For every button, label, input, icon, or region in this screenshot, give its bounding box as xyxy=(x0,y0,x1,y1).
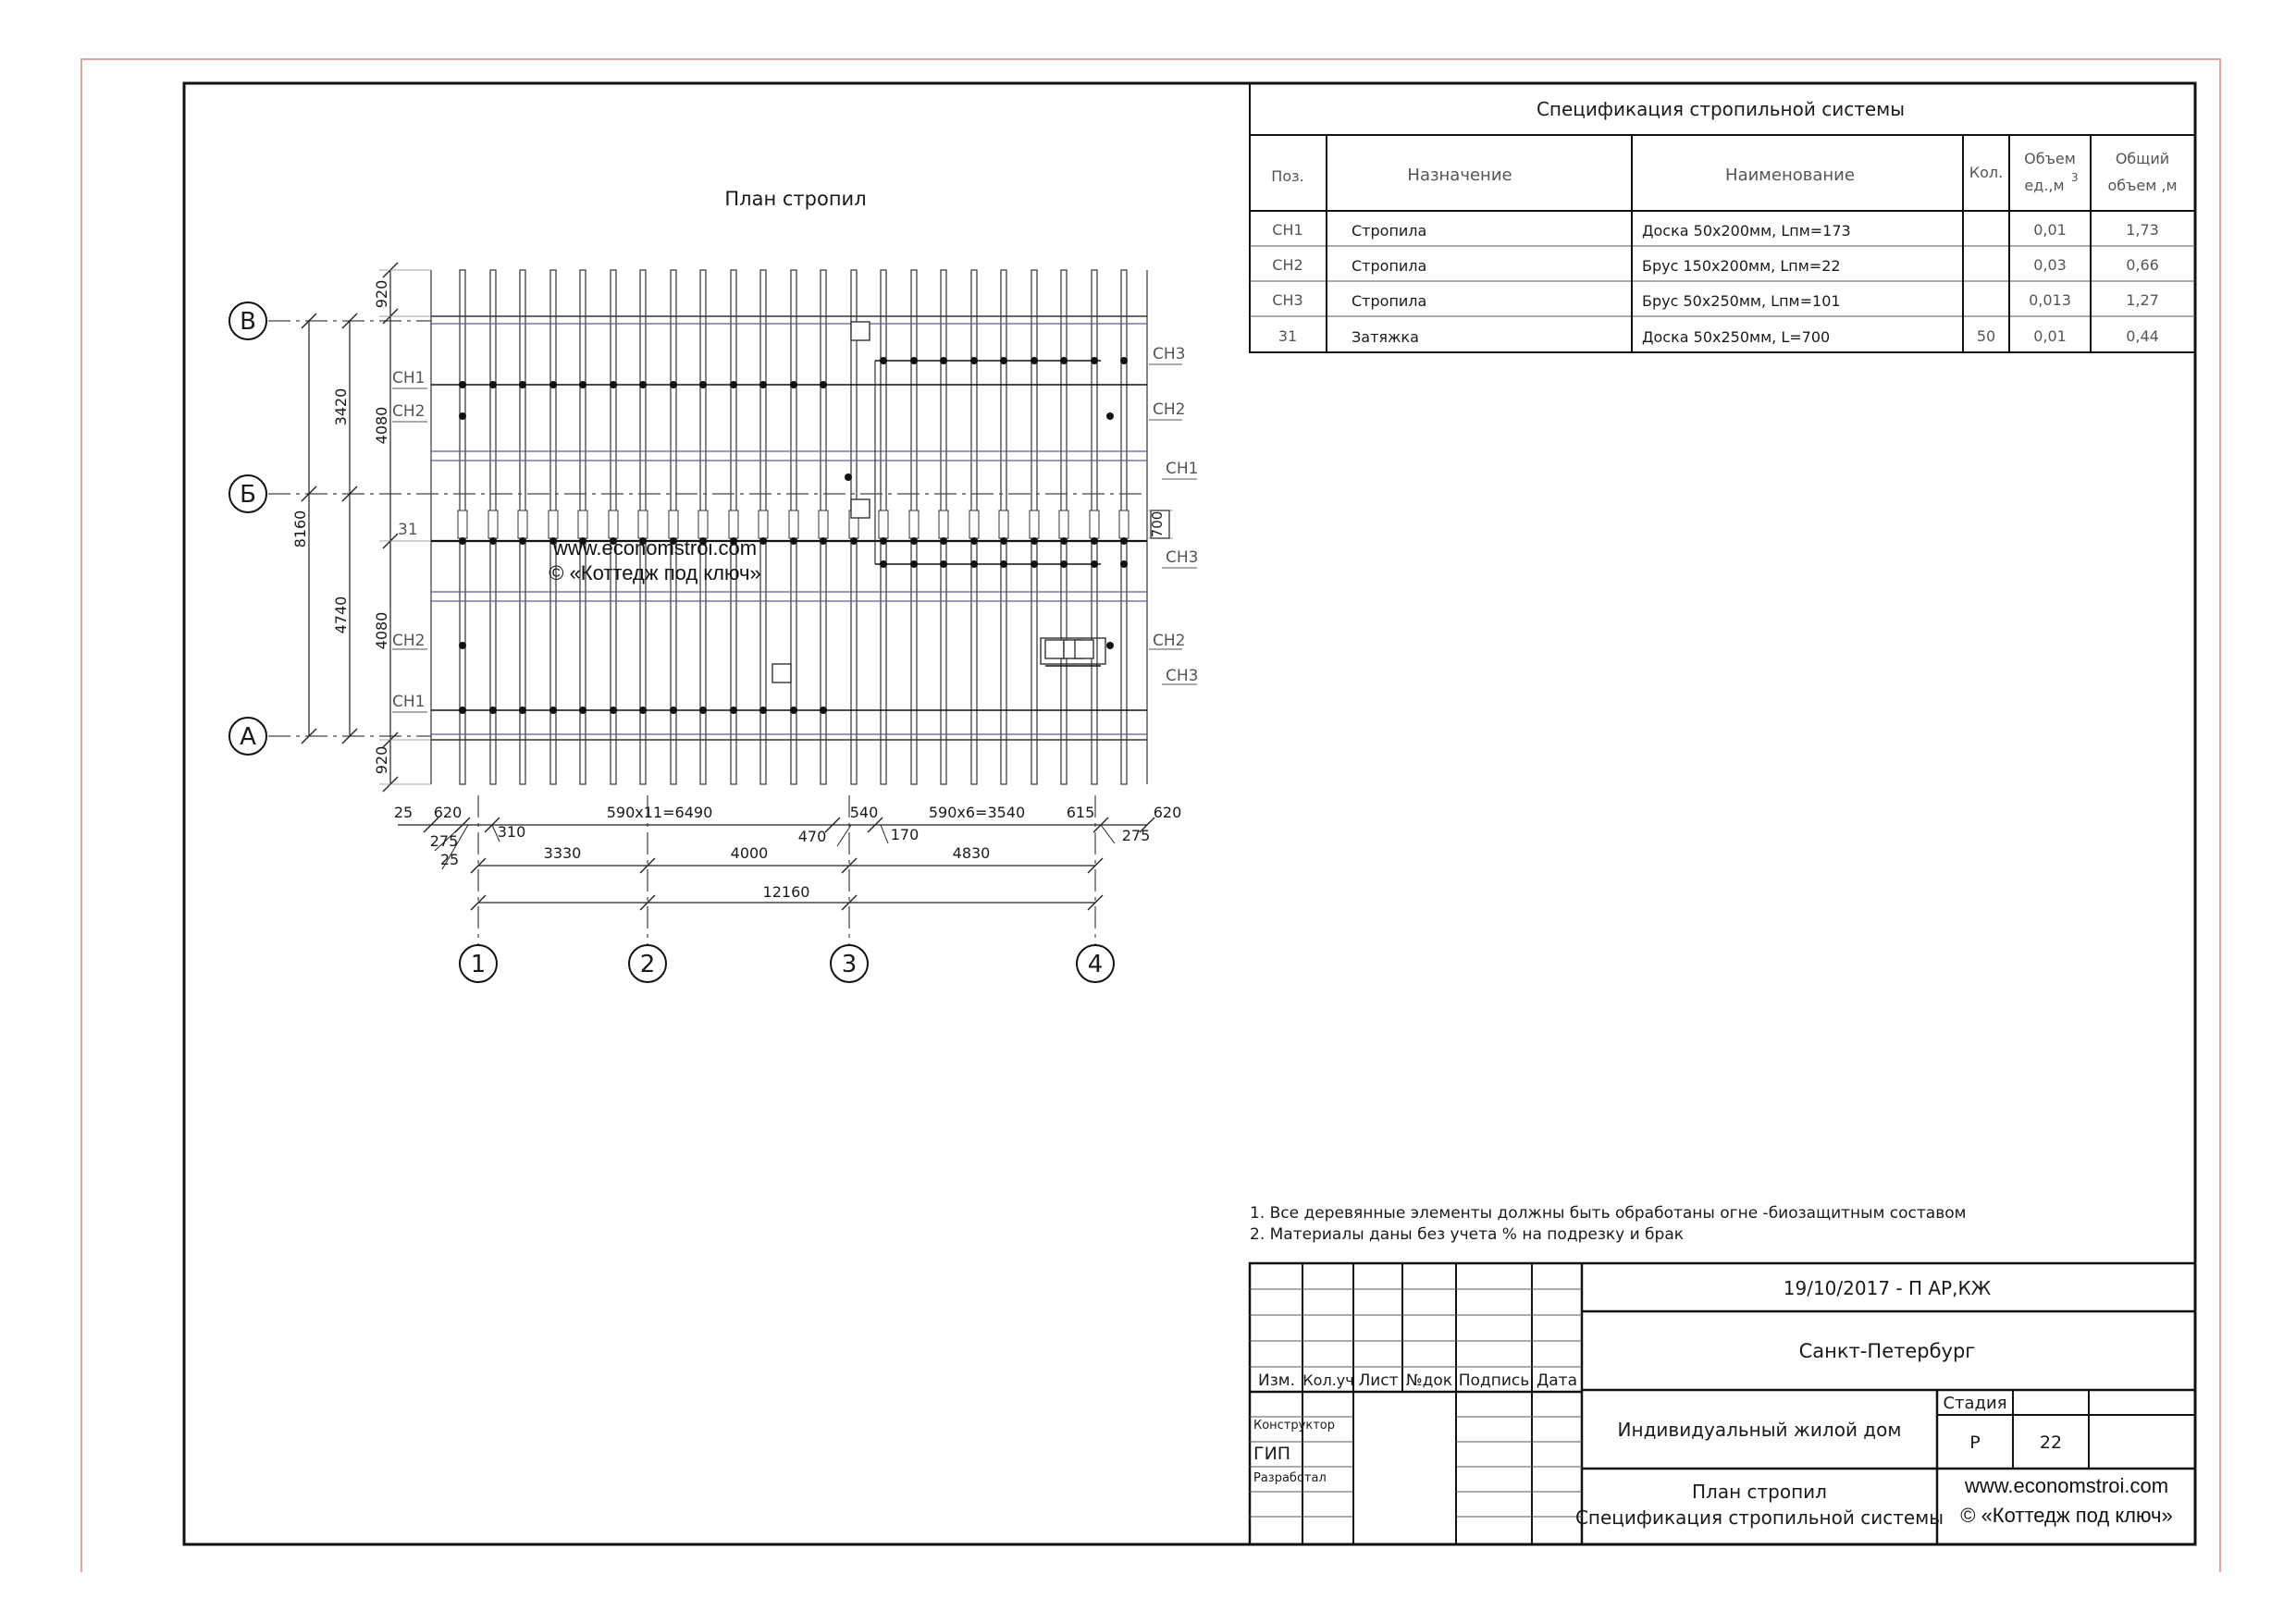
node-dot xyxy=(759,381,767,388)
tie-block xyxy=(759,510,768,538)
spec-cell-qty: 50 xyxy=(1976,327,1996,345)
node-dot xyxy=(489,381,497,388)
label-left-ch1-top: СН1 xyxy=(392,369,426,387)
spec-header-vol-a: Объем xyxy=(2024,150,2076,167)
axis-label-3: 3 xyxy=(841,951,858,978)
node-dot xyxy=(699,381,707,388)
node-dot xyxy=(820,537,827,545)
stamp-role-constructor: Конструктор xyxy=(1253,1419,1335,1432)
node-dot xyxy=(519,707,526,714)
plan-lines xyxy=(268,263,1197,945)
dim-s-275-right: 275 xyxy=(1121,827,1151,844)
tie-block xyxy=(909,510,919,538)
post-icon xyxy=(772,664,791,682)
dim-b1-540: 540 xyxy=(849,804,879,821)
stamp-col-kol: Кол.уч xyxy=(1302,1371,1354,1389)
tie-block xyxy=(789,510,798,538)
leader xyxy=(881,825,888,843)
node-dot xyxy=(880,560,887,568)
spec-cell-vol: 0,013 xyxy=(2029,291,2071,309)
post-icon xyxy=(1045,640,1064,658)
stamp-code: 19/10/2017 - П АР,КЖ xyxy=(1783,1277,1992,1299)
axis-bubble-1 xyxy=(460,945,497,982)
dim-b1-25: 25 xyxy=(393,804,414,821)
stamp-col-podpis: Подпись xyxy=(1458,1371,1530,1390)
axis-bubble-4 xyxy=(1077,945,1114,982)
spec-cell-purpose: Стропила xyxy=(1352,257,1427,275)
spec-cell-pos: СН1 xyxy=(1272,221,1303,239)
node-dot xyxy=(1106,412,1114,420)
spec-cell-vol: 0,01 xyxy=(2033,327,2067,345)
dim-left-inner-4: 920 xyxy=(373,745,390,775)
node-dot xyxy=(1091,537,1098,545)
label-right-ch2-2: СН2 xyxy=(1153,632,1186,650)
node-dot xyxy=(790,707,797,714)
node-dot xyxy=(940,357,947,364)
dim-b1-615: 615 xyxy=(1066,804,1095,821)
node-dot xyxy=(970,560,978,568)
tie-block xyxy=(999,510,1008,538)
tie-block xyxy=(1030,510,1039,538)
stamp-object: Индивидуальный жилой дом xyxy=(1617,1419,1902,1441)
stamp-stage-label: Стадия xyxy=(1943,1394,2007,1413)
dim-left-mid-1: 3420 xyxy=(332,387,350,426)
label-left-ch2-top: СН2 xyxy=(392,402,426,421)
tie-block xyxy=(578,510,587,538)
label-right-ch3-2: СН3 xyxy=(1166,548,1199,567)
stamp-col-list: Лист xyxy=(1358,1371,1399,1390)
dim-b2-3330: 3330 xyxy=(543,844,582,862)
tie-block xyxy=(698,510,708,538)
node-dot xyxy=(730,707,737,714)
axis-bubble-v xyxy=(229,302,266,339)
dim-s-470: 470 xyxy=(797,828,827,845)
node-dot xyxy=(670,707,677,714)
node-dot xyxy=(850,537,858,545)
dim-b2-4000: 4000 xyxy=(730,844,769,862)
node-dot xyxy=(610,707,617,714)
tie-block xyxy=(549,510,558,538)
note-2: 2. Материалы даны без учета % на подрезку и брак xyxy=(1250,1225,1685,1244)
stamp-col-ndok: №док xyxy=(1405,1371,1453,1390)
node-dot xyxy=(1031,537,1038,545)
spec-cell-total: 0,44 xyxy=(2126,327,2159,345)
label-left-ch1-bottom: СН1 xyxy=(392,693,426,711)
axis-bubble-2 xyxy=(629,945,666,982)
axis-bubble-a xyxy=(229,718,266,755)
node-dot xyxy=(549,381,557,388)
dim-s-275-left: 275 xyxy=(429,832,459,850)
stamp-sheet: 22 xyxy=(2039,1432,2063,1453)
node-dot xyxy=(1000,560,1007,568)
node-dot xyxy=(820,381,827,388)
node-dot xyxy=(639,381,647,388)
label-right-ch2-1: СН2 xyxy=(1153,400,1186,419)
dim-s-25: 25 xyxy=(439,851,460,868)
spec-cell-total: 1,27 xyxy=(2126,291,2159,309)
node-dot xyxy=(759,537,767,545)
node-dot xyxy=(489,707,497,714)
node-dot xyxy=(489,537,497,545)
axis-bubble-b xyxy=(229,475,266,512)
stamp-col-izm: Изм. xyxy=(1258,1371,1295,1390)
tie-block xyxy=(939,510,948,538)
stamp-sheet-title-2: Спецификация стропильной системы xyxy=(1574,1506,1944,1529)
node-dot xyxy=(639,707,647,714)
axis-label-b: Б xyxy=(240,481,256,509)
dim-left-mid-2: 4740 xyxy=(332,596,350,634)
stamp-site: www.economstroi.com xyxy=(1964,1474,2169,1497)
dim-b1-620-left: 620 xyxy=(433,804,463,821)
node-dot xyxy=(790,381,797,388)
tie-block xyxy=(819,510,828,538)
dim-700: 700 xyxy=(1149,510,1166,538)
spec-cell-name: Доска 50х250мм, L=700 xyxy=(1642,328,1831,346)
stamp-stage: Р xyxy=(1969,1432,1981,1453)
node-dot xyxy=(730,381,737,388)
spec-row xyxy=(1272,256,2159,275)
node-dot xyxy=(1120,560,1128,568)
stamp-role-gip: ГИП xyxy=(1253,1444,1291,1464)
node-dot xyxy=(519,381,526,388)
node-dot xyxy=(790,537,797,545)
node-dot xyxy=(670,381,677,388)
node-dot xyxy=(910,537,918,545)
post-icon xyxy=(1075,640,1093,658)
node-dot xyxy=(1120,537,1128,545)
stamp-sheet-title-1: План стропил xyxy=(1692,1481,1827,1503)
node-dot xyxy=(459,537,466,545)
axis-label-2: 2 xyxy=(639,951,656,978)
title-block xyxy=(1250,1263,2195,1544)
node-dot xyxy=(910,560,918,568)
drawing-frame xyxy=(184,83,2195,1544)
node-dot xyxy=(1060,560,1068,568)
stamp-col-data: Дата xyxy=(1536,1371,1578,1390)
spec-cell-vol: 0,03 xyxy=(2033,256,2067,274)
dim-b1-3540: 590х6=3540 xyxy=(928,804,1026,821)
spec-table xyxy=(1250,83,2195,352)
tie-block xyxy=(879,510,888,538)
dim-total-12160: 12160 xyxy=(762,883,810,901)
tie-block xyxy=(518,510,527,538)
node-dot xyxy=(1031,560,1038,568)
node-dot xyxy=(579,707,586,714)
node-dot xyxy=(970,357,978,364)
node-dot xyxy=(519,537,526,545)
tie-block xyxy=(669,510,678,538)
spec-title: Спецификация стропильной системы xyxy=(1536,98,1906,120)
spec-cell-name: Брус 150х200мм, Lпм=22 xyxy=(1642,257,1841,275)
tie-block xyxy=(488,510,498,538)
stamp-copyright: © «Коттедж под ключ» xyxy=(1960,1504,2173,1527)
spec-cell-total: 0,66 xyxy=(2126,256,2159,274)
tie-block xyxy=(1059,510,1068,538)
spec-cell-purpose: Стропила xyxy=(1352,292,1427,310)
spec-header-qty: Кол. xyxy=(1969,164,2004,181)
label-left-ch2-bottom: СН2 xyxy=(392,632,426,650)
node-dot xyxy=(880,537,887,545)
tie-block xyxy=(969,510,979,538)
spec-cell-purpose: Стропила xyxy=(1352,222,1427,240)
node-dot xyxy=(880,357,887,364)
plan-title: План стропил xyxy=(724,188,867,210)
node-dot xyxy=(549,707,557,714)
spec-header-name: Наименование xyxy=(1725,166,1855,185)
spec-header-total-a: Общий xyxy=(2115,150,2170,167)
tie-block xyxy=(1119,510,1129,538)
node-dot xyxy=(459,381,466,388)
spec-cell-name: Доска 50х200мм, Lпм=173 xyxy=(1642,222,1851,240)
label-right-ch3-3: СН3 xyxy=(1166,667,1199,685)
plan-watermark-copyright: © «Коттедж под ключ» xyxy=(549,561,761,584)
spec-cell-vol: 0,01 xyxy=(2033,221,2067,239)
dim-left-inner-1: 920 xyxy=(373,279,390,309)
plan-watermark-site: www.economstroi.com xyxy=(552,536,758,559)
spec-row xyxy=(1278,327,2159,346)
node-dot xyxy=(459,707,466,714)
node-dot xyxy=(910,357,918,364)
node-dot xyxy=(579,381,586,388)
node-dot xyxy=(940,537,947,545)
dim-left-inner-2: 4080 xyxy=(373,406,390,445)
tie-block xyxy=(1090,510,1099,538)
node-dot xyxy=(1091,357,1098,364)
note-1: 1. Все деревянные элементы должны быть обработаны огне -биозащитным составом xyxy=(1250,1204,1967,1223)
label-left-31: 31 xyxy=(398,521,418,539)
post-icon xyxy=(851,499,870,518)
stamp-role-developer: Разработал xyxy=(1253,1471,1327,1485)
node-dot xyxy=(1000,357,1007,364)
node-dot xyxy=(940,560,947,568)
dim-s-170: 170 xyxy=(890,826,920,843)
node-dot xyxy=(759,707,767,714)
spec-header-vol-b: ед.,м xyxy=(2024,177,2065,194)
node-dot xyxy=(459,412,466,420)
node-dot xyxy=(845,473,852,481)
node-dot xyxy=(459,642,466,649)
node-dot xyxy=(1000,537,1007,545)
dim-b1-620-right: 620 xyxy=(1153,804,1182,821)
dim-b1-6490: 590х11=6490 xyxy=(606,804,713,821)
node-dot xyxy=(820,707,827,714)
axis-label-1: 1 xyxy=(470,951,487,978)
spec-cell-pos: СН2 xyxy=(1272,256,1303,274)
tie-block xyxy=(609,510,618,538)
node-dot xyxy=(1060,357,1068,364)
spec-cell-pos: СН3 xyxy=(1272,291,1303,309)
node-dot xyxy=(699,707,707,714)
node-dot xyxy=(610,381,617,388)
label-right-ch3-1: СН3 xyxy=(1153,345,1186,363)
node-dot xyxy=(1120,357,1128,364)
dim-left-outer: 8160 xyxy=(291,510,309,548)
spec-row xyxy=(1272,221,2159,240)
axis-bubble-3 xyxy=(831,945,868,982)
post-icon xyxy=(851,322,870,340)
rafter-plan xyxy=(229,188,1198,982)
leader xyxy=(1101,825,1115,843)
axis-label-a: А xyxy=(240,723,256,751)
node-dot xyxy=(1060,537,1068,545)
label-right-ch1: СН1 xyxy=(1166,460,1199,478)
axis-label-4: 4 xyxy=(1087,951,1104,978)
spec-cell-purpose: Затяжка xyxy=(1352,328,1419,346)
spec-header-pos: Поз. xyxy=(1271,167,1304,185)
dim-left-inner-3: 4080 xyxy=(373,611,390,650)
spec-cell-name: Брус 50х250мм, Lпм=101 xyxy=(1642,292,1841,310)
node-dot xyxy=(1106,642,1114,649)
tie-block xyxy=(458,510,467,538)
spec-header-vol-sup: 3 xyxy=(2071,171,2079,184)
node-dot xyxy=(1091,560,1098,568)
node-dot xyxy=(1031,357,1038,364)
node-dot xyxy=(970,537,978,545)
stamp-city: Санкт-Петербург xyxy=(1798,1340,1976,1362)
spec-cell-pos: 31 xyxy=(1278,327,1298,345)
tie-block xyxy=(729,510,738,538)
axis-label-v: В xyxy=(240,308,256,336)
spec-header-purpose: Назначение xyxy=(1407,166,1512,185)
spec-cell-total: 1,73 xyxy=(2126,221,2159,239)
tie-block xyxy=(638,510,648,538)
dim-b2-4830: 4830 xyxy=(952,844,991,862)
spec-row xyxy=(1272,291,2159,310)
spec-header-total-b: объем ,м xyxy=(2107,177,2178,194)
dim-s-310: 310 xyxy=(497,823,526,841)
